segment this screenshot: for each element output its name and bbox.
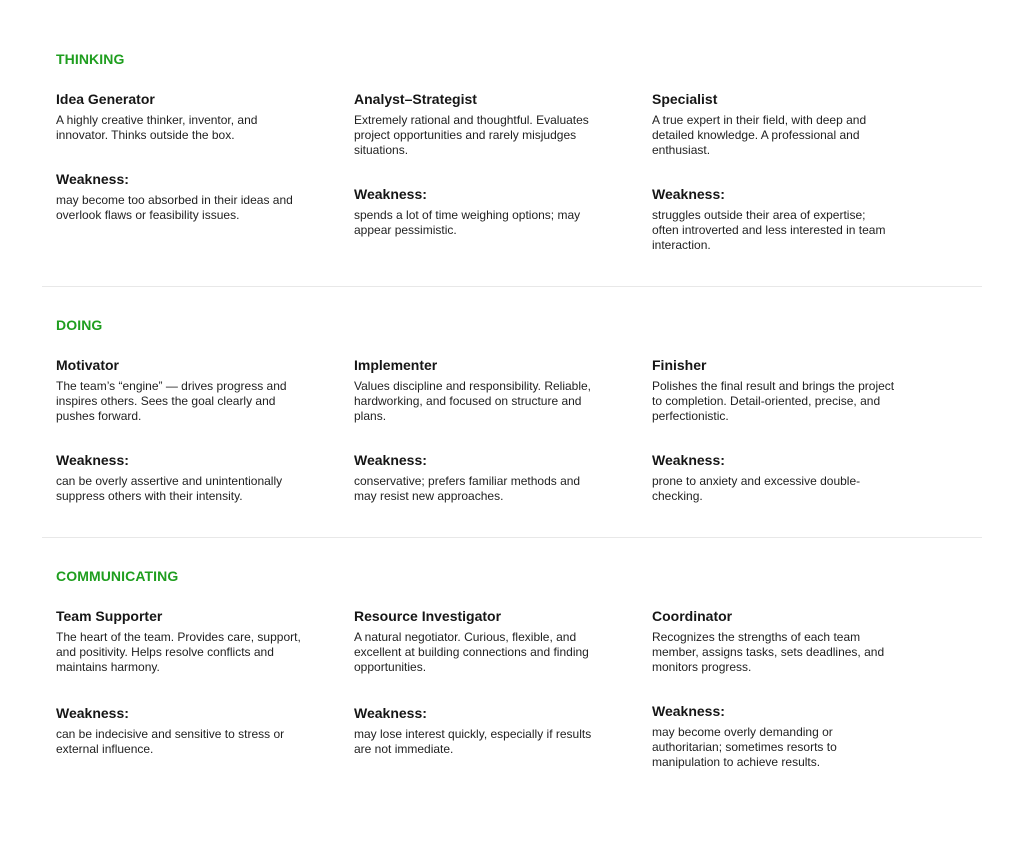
role-name: Coordinator (652, 608, 733, 624)
weakness-text: can be indecisive and sensitive to stress or external influence. (56, 727, 285, 756)
weakness-text: may become too absorbed in their ideas and overlook flaws or feasibility issues. (56, 193, 293, 222)
weakness-label: Weakness: (354, 452, 427, 468)
role-description: Polishes the final result and brings the project to completion. Detail-oriented, precise, and perfectionistic. (652, 379, 895, 423)
role-name: Motivator (56, 357, 119, 373)
weakness-label: Weakness: (652, 186, 725, 202)
weakness-label: Weakness: (56, 452, 129, 468)
weakness-text: prone to anxiety and excessive double- checking. (652, 474, 861, 503)
role-card-motivator (56, 357, 328, 503)
role-description: A highly creative thinker, inventor, and innovator. Thinks outside the box. (56, 113, 258, 142)
role-card-team-supporter (56, 608, 328, 756)
role-name: Idea Generator (56, 91, 155, 107)
role-description: Extremely rational and thoughtful. Evaluates project opportunities and rarely misjudges situations. (354, 113, 589, 157)
section-title-communicating: COMMUNICATING (56, 568, 179, 584)
role-description: A true expert in their field, with deep and detailed knowledge. A professional and enthusiast. (652, 113, 867, 157)
role-card-coordinator (652, 608, 924, 769)
weakness-label: Weakness: (652, 452, 725, 468)
role-description: A natural negotiator. Curious, flexible, and excellent at building connections and finding opportunities. (354, 630, 589, 674)
weakness-label: Weakness: (56, 171, 129, 187)
role-description: The heart of the team. Provides care, support, and positivity. Helps resolve conflicts and maintains harmony. (56, 630, 301, 674)
section-divider (42, 537, 982, 538)
role-description: Values discipline and responsibility. Reliable, hardworking, and focused on structure and plans. (354, 379, 592, 423)
role-name: Specialist (652, 91, 718, 107)
section-divider (42, 286, 982, 287)
weakness-text: spends a lot of time weighing options; may appear pessimistic. (354, 208, 581, 237)
weakness-text: may lose interest quickly, especially if results are not immediate. (354, 727, 592, 756)
section-title-thinking: THINKING (56, 51, 125, 67)
weakness-text: can be overly assertive and unintentionally suppress others with their intensity. (56, 474, 283, 503)
role-name: Team Supporter (56, 608, 163, 624)
role-card-specialist (652, 91, 924, 252)
role-card-analyst-strategist (354, 91, 626, 237)
weakness-text: struggles outside their area of expertise; often introverted and less interested in team interaction. (652, 208, 886, 252)
role-name: Finisher (652, 357, 707, 373)
role-card-finisher (652, 357, 924, 503)
weakness-label: Weakness: (56, 705, 129, 721)
role-card-resource-investigator (354, 608, 626, 756)
role-card-implementer (354, 357, 626, 503)
role-description: Recognizes the strengths of each team member, assigns tasks, sets deadlines, and monitors progress. (652, 630, 885, 674)
role-card-idea-generator (56, 91, 328, 222)
role-name: Implementer (354, 357, 438, 373)
weakness-text: may become overly demanding or authoritarian; sometimes resorts to manipulation to achieve results. (652, 725, 837, 769)
section-title-doing: DOING (56, 317, 103, 333)
role-description: The team’s “engine” — drives progress and inspires others. Sees the goal clearly and pushes forward. (56, 379, 287, 423)
role-name: Resource Investigator (354, 608, 502, 624)
role-name: Analyst–Strategist (354, 91, 477, 107)
weakness-label: Weakness: (652, 703, 725, 719)
weakness-text: conservative; prefers familiar methods and may resist new approaches. (354, 474, 581, 503)
weakness-label: Weakness: (354, 705, 427, 721)
weakness-label: Weakness: (354, 186, 427, 202)
